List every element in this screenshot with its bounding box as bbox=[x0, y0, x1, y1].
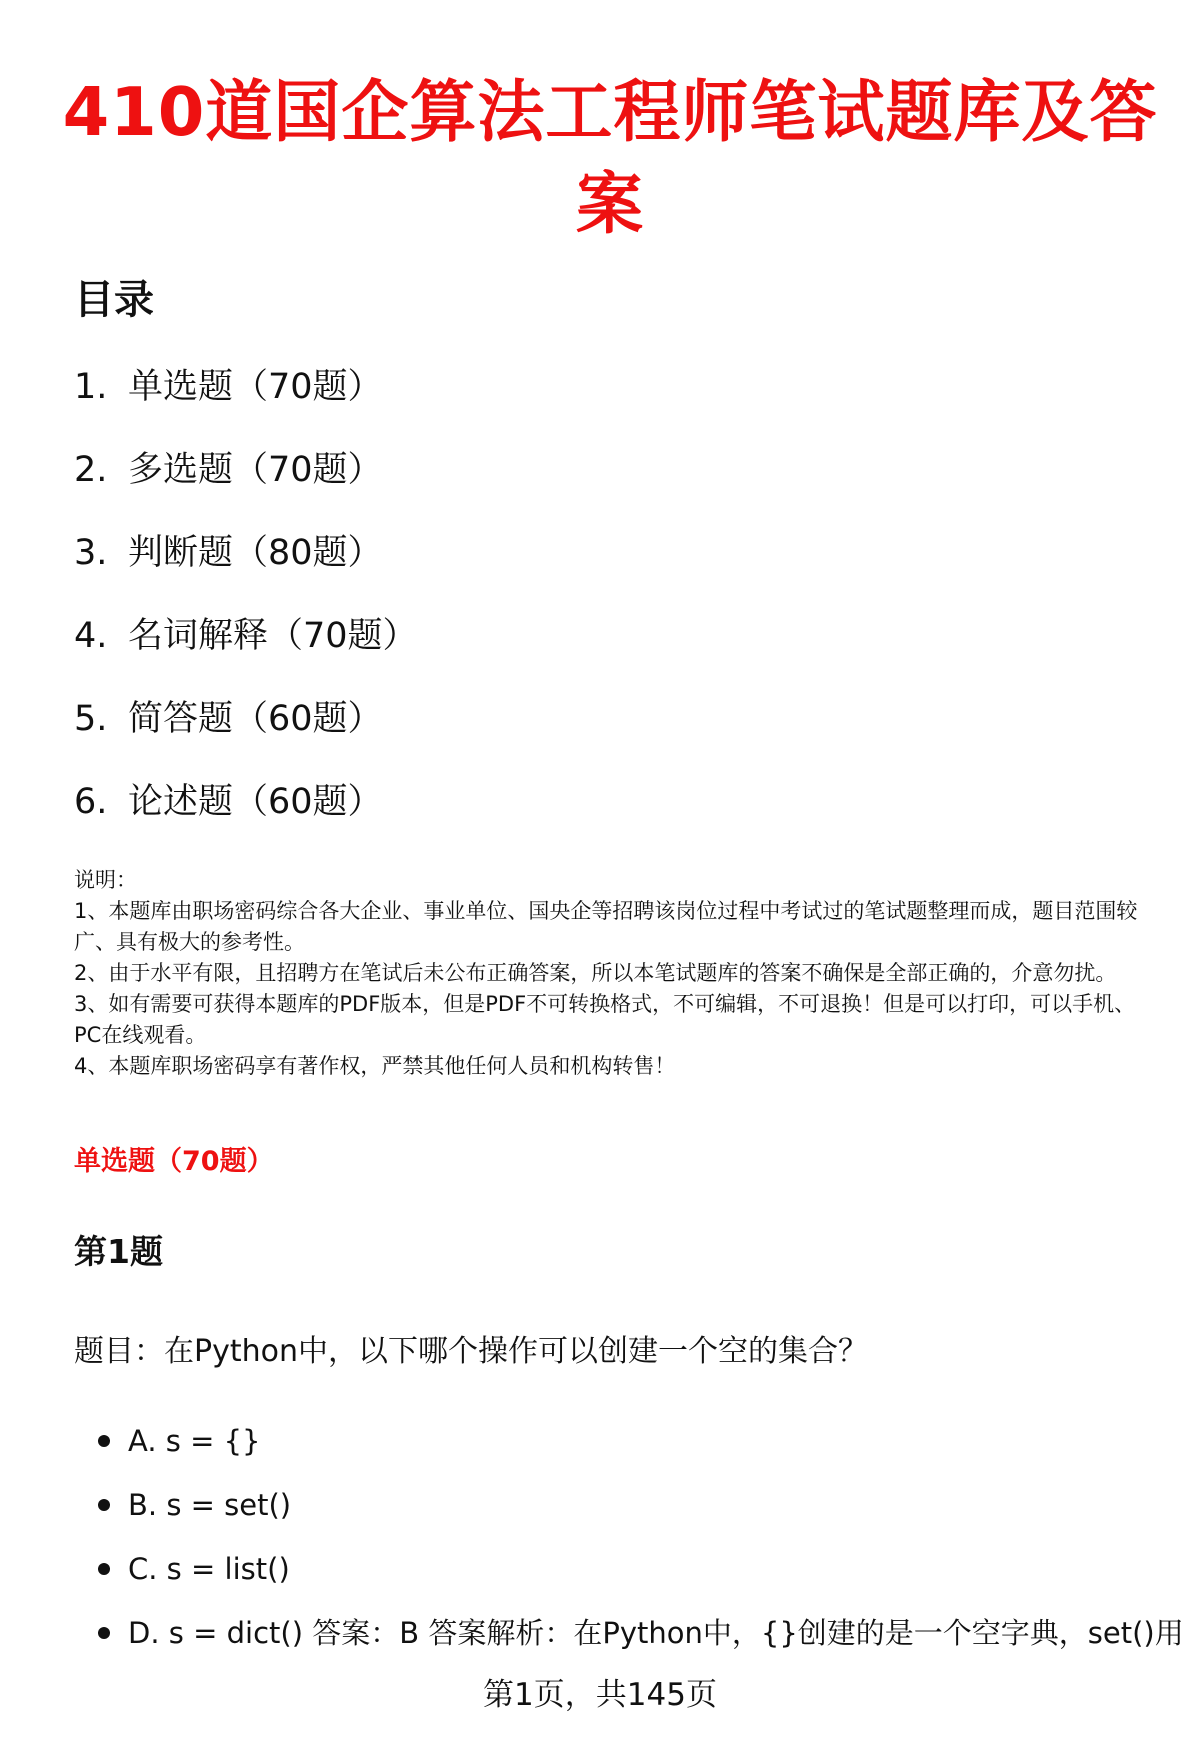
notes-heading: 说明： bbox=[74, 868, 137, 892]
toc-item-label: 名词解释（70题） bbox=[128, 616, 418, 656]
note-item: 4、本题库职场密码享有著作权，严禁其他任何人员和机构转售！ bbox=[74, 1054, 676, 1078]
toc-item bbox=[74, 362, 418, 445]
option-label: B. s = set() bbox=[128, 1488, 292, 1522]
option-item bbox=[96, 1484, 1184, 1548]
note-item: 1、本题库由职场密码综合各大企业、事业单位、国央企等招聘该岗位过程中考试过的笔试题整理而成，题目范围较广、具有极大的参考性。 bbox=[74, 899, 1138, 954]
bullet-icon bbox=[98, 1435, 110, 1447]
question-heading: 第1题 bbox=[74, 1232, 163, 1271]
bullet-icon bbox=[98, 1563, 110, 1575]
section-title: 单选题（70题） bbox=[74, 1146, 274, 1177]
toc-item-number: 4. bbox=[74, 616, 108, 656]
document-title: 410道国企算法工程师笔试题库及答案 bbox=[62, 73, 1158, 243]
notes-block bbox=[74, 865, 1158, 1082]
page-footer: 第1页，共145页 bbox=[483, 1677, 717, 1713]
option-list bbox=[96, 1420, 1184, 1676]
toc-list bbox=[74, 362, 418, 860]
toc-item-label: 论述题（60题） bbox=[128, 782, 383, 822]
toc-item-number: 5. bbox=[74, 699, 108, 739]
toc-item bbox=[74, 528, 418, 611]
question-text: 题目：在Python中，以下哪个操作可以创建一个空的集合？ bbox=[74, 1334, 868, 1369]
bullet-icon bbox=[98, 1627, 110, 1639]
option-item bbox=[96, 1612, 1184, 1676]
option-item bbox=[96, 1548, 1184, 1612]
toc-item-label: 判断题（80题） bbox=[128, 533, 383, 573]
toc-item-number: 3. bbox=[74, 533, 108, 573]
note-item: 3、如有需要可获得本题库的PDF版本，但是PDF不可转换格式，不可编辑，不可退换！但是可以打印，可以手机、PC在线观看。 bbox=[74, 992, 1136, 1047]
toc-item bbox=[74, 777, 418, 860]
option-label: C. s = list() bbox=[128, 1552, 290, 1586]
toc-item-label: 多选题（70题） bbox=[128, 450, 383, 490]
note-item: 2、由于水平有限，且招聘方在笔试后未公布正确答案，所以本笔试题库的答案不确保是全部正确的，介意勿扰。 bbox=[74, 961, 1117, 985]
option-item bbox=[96, 1420, 1184, 1484]
toc-item bbox=[74, 694, 418, 777]
toc-item-number: 1. bbox=[74, 367, 108, 407]
bullet-icon bbox=[98, 1499, 110, 1511]
toc-heading: 目录 bbox=[74, 277, 154, 323]
toc-item-label: 单选题（70题） bbox=[128, 367, 383, 407]
option-label: A. s = {} bbox=[128, 1424, 261, 1458]
toc-item-number: 2. bbox=[74, 450, 108, 490]
toc-item-number: 6. bbox=[74, 782, 108, 822]
toc-item-label: 简答题（60题） bbox=[128, 699, 383, 739]
toc-item bbox=[74, 445, 418, 528]
option-label: D. s = dict() 答案：B 答案解析：在Python中，{}创建的是一个空字典，set()用 bbox=[128, 1616, 1184, 1650]
toc-item bbox=[74, 611, 418, 694]
